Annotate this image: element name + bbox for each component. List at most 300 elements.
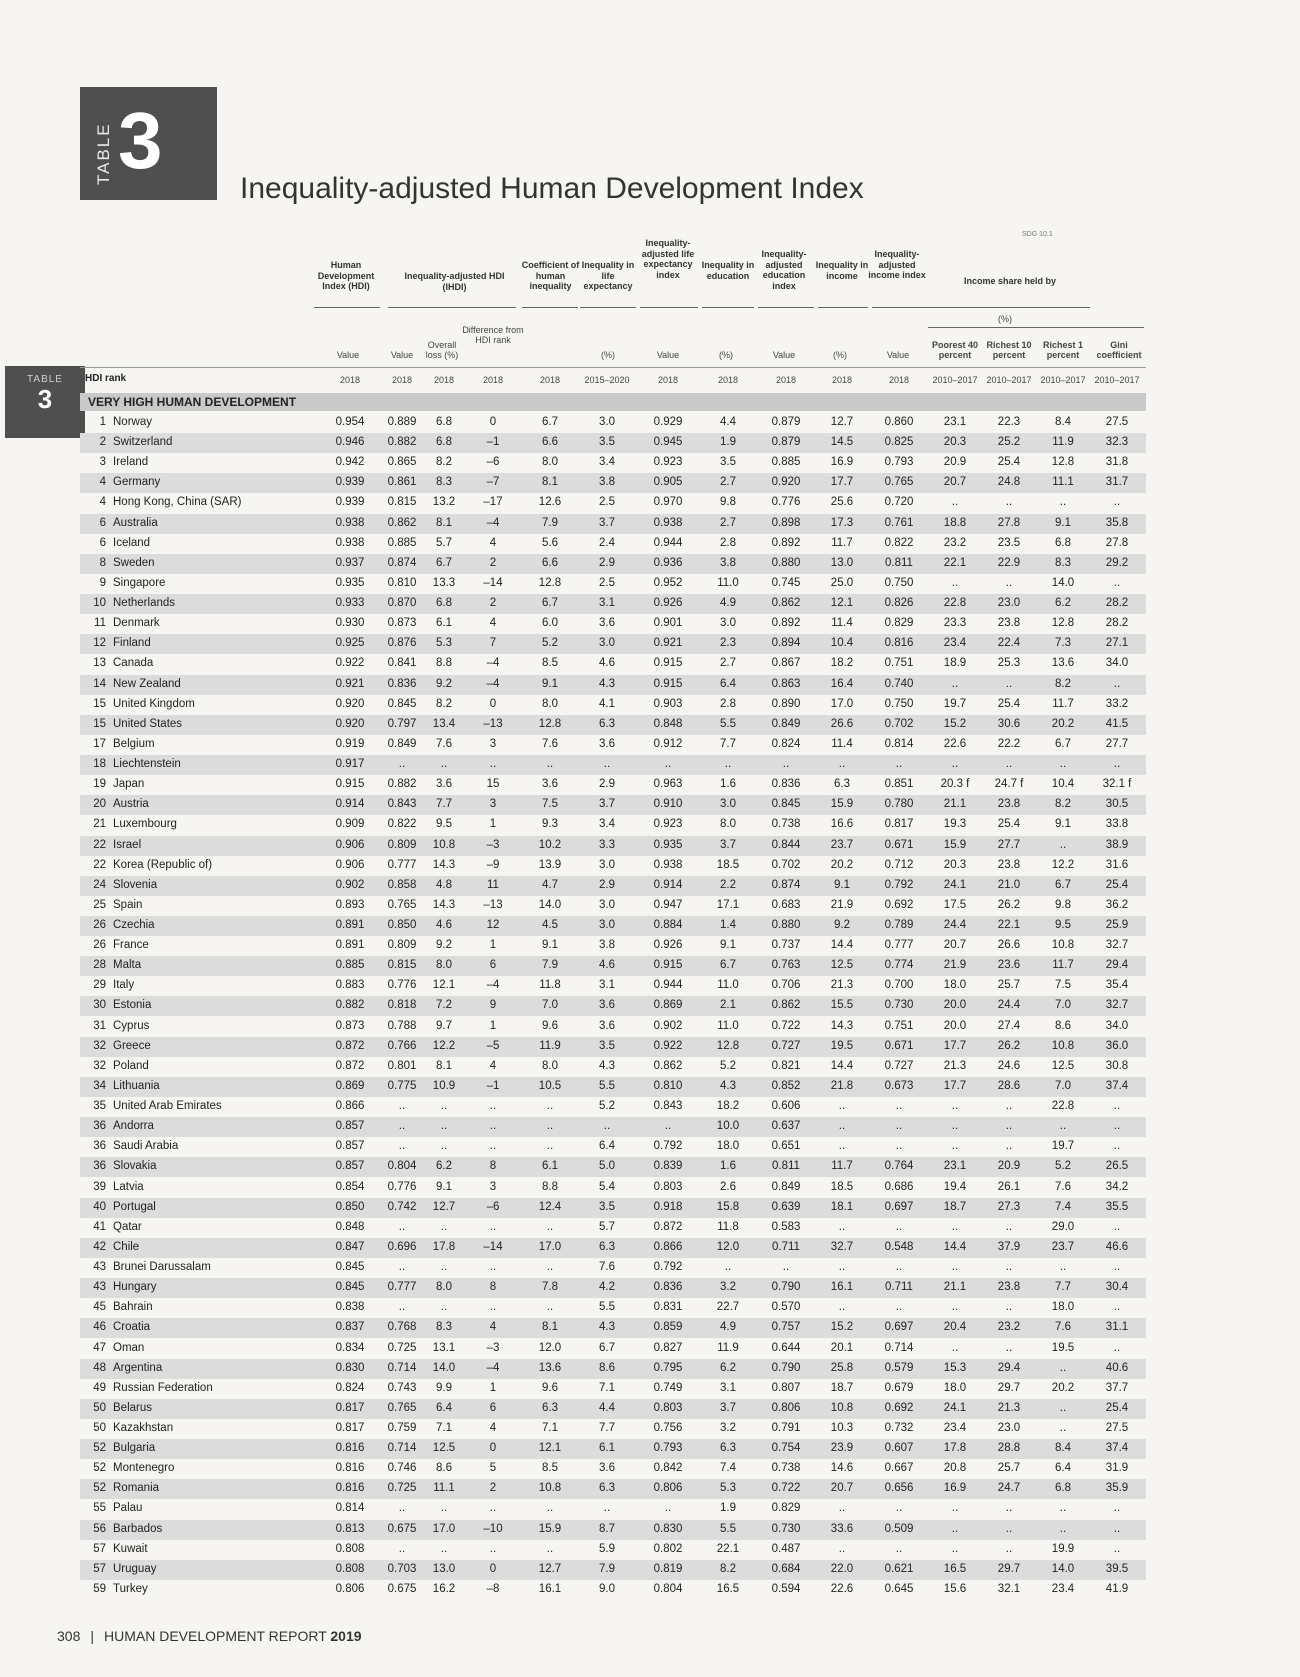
cell-ia-edu: 0.862	[771, 597, 801, 610]
cell-ia-edu: 0.806	[771, 1401, 801, 1414]
cell-ia-edu: 0.898	[771, 516, 801, 529]
rule-ia-life	[640, 307, 698, 308]
cell-ihdi: 0.777	[387, 858, 417, 871]
cell-ineq-life: 3.0	[599, 416, 615, 428]
cell-poorest40: 23.4	[943, 637, 967, 650]
cell-ineq-life: 3.8	[599, 476, 615, 489]
cell-ia-life: 0.922	[653, 1039, 683, 1052]
cell-diff: 0	[489, 416, 497, 428]
row-country: Andorra	[113, 1120, 154, 1133]
table-row	[80, 976, 1146, 996]
cell-hdi: 0.816	[335, 1462, 365, 1475]
cell-ineq-inc: 18.1	[830, 1200, 854, 1213]
cell-ia-life: 0.749	[653, 1381, 683, 1394]
cell-ihdi: 0.714	[387, 1442, 417, 1455]
cell-ia-inc: 0.750	[884, 697, 914, 710]
cell-poorest40: 24.1	[943, 878, 967, 891]
cell-gini: ..	[1113, 758, 1121, 771]
cell-loss: 9.2	[436, 939, 452, 952]
cell-ihdi: 0.765	[387, 1401, 417, 1414]
rule-coef	[522, 307, 578, 308]
row-country: Israel	[113, 838, 142, 851]
cell-gini: 31.6	[1105, 858, 1129, 871]
cell-hdi: 0.873	[335, 1019, 365, 1032]
cell-richest1: 11.7	[1052, 697, 1074, 710]
row-country: Poland	[113, 1059, 149, 1072]
cell-gini: 25.4	[1105, 878, 1129, 891]
cell-ineq-inc: 25.0	[830, 576, 854, 589]
cell-coef: 7.1	[542, 1422, 558, 1434]
cell-diff: –4	[486, 1361, 500, 1374]
cell-ineq-life: 3.5	[599, 1039, 615, 1052]
cell-gini: 35.8	[1105, 516, 1129, 529]
row-rank: 28	[93, 959, 106, 972]
cell-diff: –4	[486, 979, 500, 992]
year-ineq-inc: 2018	[831, 375, 853, 385]
header-ineq-edu: Inequality in education	[701, 260, 755, 281]
cell-poorest40: ..	[951, 1341, 959, 1354]
cell-ineq-edu: 8.0	[720, 818, 736, 831]
cell-coef: 8.5	[542, 657, 558, 670]
cell-richest1: 7.0	[1055, 1079, 1071, 1092]
cell-hdi: 0.937	[335, 556, 365, 569]
cell-richest10: 22.9	[997, 556, 1021, 569]
cell-ineq-edu: 12.0	[716, 1240, 740, 1253]
cell-hdi: 0.891	[335, 939, 365, 952]
row-rank: 59	[93, 1582, 106, 1595]
cell-hdi: 0.883	[335, 979, 365, 992]
cell-ia-inc: 0.720	[884, 496, 914, 509]
cell-ihdi: 0.885	[387, 536, 417, 549]
row-rank: 42	[93, 1240, 106, 1253]
cell-ia-edu: 0.845	[771, 798, 801, 811]
cell-gini: ..	[1113, 1301, 1121, 1314]
cell-ineq-edu: 11.0	[717, 1019, 739, 1032]
table-row	[80, 1298, 1146, 1318]
cell-ihdi: 0.836	[387, 677, 417, 690]
cell-ia-edu: 0.757	[771, 1321, 801, 1334]
sub-ia-life: Value	[656, 350, 680, 360]
cell-richest1: 9.1	[1055, 516, 1071, 529]
cell-loss: 12.1	[432, 979, 456, 992]
cell-richest10: 22.4	[997, 637, 1021, 650]
cell-ia-life: 0.938	[653, 516, 683, 529]
cell-diff: –14	[483, 1240, 503, 1253]
cell-coef: 6.7	[542, 597, 558, 610]
row-country: Hungary	[113, 1281, 157, 1294]
row-country: Chile	[113, 1240, 140, 1253]
cell-ineq-inc: 10.4	[830, 637, 854, 650]
cell-ineq-life: 4.3	[599, 677, 615, 690]
cell-loss: 17.8	[432, 1240, 456, 1253]
cell-ineq-inc: 23.9	[830, 1442, 854, 1455]
cell-hdi: 0.854	[335, 1180, 365, 1193]
cell-ia-inc: ..	[895, 1140, 903, 1153]
row-country: Saudi Arabia	[113, 1140, 179, 1153]
cell-coef: ..	[546, 1140, 554, 1153]
cell-ineq-edu: 12.8	[716, 1039, 740, 1052]
row-rank: 17	[93, 737, 106, 750]
cell-hdi: 0.921	[335, 677, 365, 690]
cell-hdi: 0.869	[335, 1079, 365, 1092]
cell-ineq-edu: 3.1	[720, 1381, 736, 1394]
cell-ineq-inc: ..	[838, 1261, 846, 1274]
cell-ia-life: 0.923	[653, 456, 683, 469]
cell-richest10: 27.8	[997, 516, 1021, 529]
cell-ineq-inc: 23.7	[830, 838, 854, 851]
sub-ineq-life: (%)	[601, 350, 615, 360]
table-row	[80, 433, 1146, 453]
cell-ineq-inc: 21.3	[830, 979, 854, 992]
cell-richest10: 29.7	[997, 1381, 1021, 1394]
cell-poorest40: 24.4	[943, 919, 967, 931]
table-row	[80, 775, 1146, 795]
cell-richest1: 19.5	[1051, 1341, 1075, 1354]
cell-richest10: ..	[1005, 1120, 1013, 1133]
cell-ihdi: 0.797	[387, 717, 417, 730]
cell-ineq-life: 7.9	[599, 1562, 615, 1575]
row-rank: 8	[99, 556, 106, 569]
row-rank: 47	[93, 1341, 106, 1354]
row-country: Lithuania	[113, 1079, 160, 1092]
cell-gini: 32.7	[1105, 939, 1129, 952]
cell-poorest40: 16.9	[943, 1482, 967, 1495]
cell-richest1: 23.7	[1051, 1240, 1075, 1253]
cell-richest10: 25.7	[997, 979, 1021, 992]
cell-ia-edu: 0.730	[771, 1522, 801, 1535]
cell-poorest40: ..	[951, 677, 959, 690]
cell-ia-edu: 0.745	[771, 576, 801, 589]
cell-hdi: 0.845	[335, 1281, 365, 1294]
cell-ineq-life: 3.1	[599, 597, 615, 610]
cell-ineq-inc: 6.3	[834, 778, 850, 791]
cell-gini: 34.0	[1105, 657, 1129, 670]
cell-ineq-inc: 12.1	[830, 597, 854, 610]
cell-ineq-inc: ..	[838, 1140, 846, 1153]
cell-richest1: 18.0	[1051, 1301, 1075, 1314]
cell-ia-life: 0.963	[653, 778, 683, 791]
cell-ia-inc: 0.780	[884, 798, 914, 811]
cell-ineq-inc: 10.8	[830, 1401, 854, 1414]
table-row	[80, 413, 1146, 433]
cell-poorest40: 16.5	[943, 1562, 967, 1575]
cell-ia-edu: 0.763	[771, 959, 801, 972]
cell-ihdi: ..	[398, 1502, 406, 1515]
row-country: Korea (Republic of)	[113, 858, 213, 871]
cell-richest1: 8.4	[1055, 1442, 1071, 1455]
cell-ia-inc: 0.789	[884, 919, 914, 931]
cell-richest10: 23.8	[997, 1281, 1021, 1294]
cell-diff: 2	[489, 1482, 497, 1495]
cell-richest10: 24.7 f	[994, 778, 1024, 791]
cell-ineq-inc: 17.7	[830, 476, 854, 489]
cell-coef: 7.5	[542, 798, 558, 811]
table-row	[80, 1318, 1146, 1338]
cell-ineq-life: 3.4	[599, 456, 615, 469]
row-country: Canada	[113, 657, 154, 670]
cell-hdi: 0.850	[335, 1200, 365, 1213]
cell-ineq-inc: 33.6	[830, 1522, 854, 1535]
side-table-tab	[5, 366, 85, 438]
cell-ia-inc: ..	[895, 1301, 903, 1314]
cell-ia-edu: 0.644	[771, 1341, 801, 1354]
cell-poorest40: 18.9	[943, 657, 967, 670]
cell-ia-inc: 0.751	[884, 1019, 914, 1032]
cell-gini: 41.5	[1105, 717, 1129, 730]
cell-ia-life: 0.918	[653, 1200, 683, 1213]
cell-ia-inc: 0.679	[884, 1381, 914, 1394]
cell-ineq-life: 3.6	[599, 999, 615, 1012]
cell-ia-edu: 0.867	[771, 657, 801, 670]
cell-ia-inc: 0.774	[884, 959, 914, 972]
cell-ia-inc: 0.740	[884, 677, 914, 690]
row-rank: 45	[93, 1301, 106, 1314]
cell-ia-life: 0.926	[653, 939, 683, 952]
cell-ia-inc: 0.751	[884, 657, 914, 670]
cell-ia-edu: 0.722	[771, 1019, 801, 1032]
rule-ineq-edu	[702, 307, 754, 308]
cell-loss: 7.6	[436, 737, 452, 750]
cell-diff: 8	[489, 1160, 497, 1173]
cell-gini: 41.9	[1105, 1582, 1129, 1595]
row-rank: 30	[93, 999, 106, 1012]
cell-coef: ..	[546, 758, 554, 771]
cell-loss: 8.0	[436, 1281, 452, 1294]
cell-ia-inc: 0.811	[885, 556, 913, 569]
cell-hdi: 0.906	[335, 858, 365, 871]
cell-richest1: 22.8	[1051, 1100, 1075, 1113]
sub-ia-edu: Value	[772, 350, 796, 360]
cell-loss: 6.2	[436, 1160, 452, 1173]
table-row	[80, 675, 1146, 695]
cell-hdi: 0.813	[335, 1522, 365, 1535]
cell-loss: 5.7	[436, 536, 452, 549]
cell-ia-inc: ..	[895, 1120, 903, 1133]
cell-richest1: ..	[1059, 758, 1067, 771]
cell-ia-life: 0.803	[653, 1401, 683, 1414]
table-row	[80, 1499, 1146, 1519]
cell-ia-edu: 0.706	[771, 979, 801, 992]
cell-richest1: 6.8	[1055, 536, 1071, 549]
cell-hdi: 0.837	[335, 1321, 365, 1334]
cell-poorest40: 15.9	[943, 838, 967, 851]
cell-gini: 25.9	[1105, 919, 1129, 931]
cell-diff: ..	[489, 1261, 497, 1274]
cell-ia-inc: 0.764	[884, 1160, 914, 1173]
table-row	[80, 856, 1146, 876]
cell-ia-life: 0.884	[653, 919, 683, 931]
year-ineq-life: 2015–2020	[584, 375, 630, 385]
cell-ia-edu: 0.821	[771, 1059, 801, 1072]
cell-richest10: ..	[1005, 1261, 1013, 1274]
cell-ia-inc: 0.777	[884, 939, 914, 952]
cell-ihdi: 0.743	[387, 1381, 417, 1394]
cell-ihdi: 0.841	[387, 657, 417, 670]
sub-richest-10: Richest 10 percent	[986, 340, 1032, 360]
table-row	[80, 916, 1146, 936]
cell-richest1: 6.7	[1055, 737, 1071, 750]
cell-loss: ..	[440, 1220, 448, 1233]
cell-gini: 37.7	[1105, 1381, 1129, 1394]
cell-hdi: 0.938	[335, 536, 365, 549]
cell-hdi: 0.915	[335, 778, 365, 791]
row-country: Turkey	[113, 1582, 148, 1595]
cell-richest1: ..	[1059, 1502, 1067, 1515]
cell-ineq-inc: ..	[838, 1100, 846, 1113]
cell-hdi: 0.882	[335, 999, 365, 1012]
row-rank: 32	[93, 1059, 106, 1072]
cell-hdi: 0.902	[335, 878, 365, 891]
cell-ihdi: 0.766	[387, 1039, 417, 1052]
cell-ia-life: 0.912	[653, 737, 683, 750]
header-ia-edu: Inequality-adjusted education index	[761, 249, 807, 291]
table-row	[80, 634, 1146, 654]
cell-richest1: 14.0	[1051, 576, 1075, 589]
year-richest10: 2010–2017	[986, 375, 1032, 385]
cell-ia-edu: 0.811	[772, 1160, 800, 1173]
cell-loss: 13.2	[432, 496, 456, 509]
cell-ihdi: 0.788	[387, 1019, 417, 1032]
row-country: Spain	[113, 898, 143, 911]
cell-richest1: 7.7	[1055, 1281, 1071, 1294]
cell-richest10: 23.8	[997, 858, 1021, 871]
cell-ia-life: 0.827	[653, 1341, 683, 1354]
page-title: Inequality-adjusted Human Development Index	[240, 172, 864, 205]
cell-gini: 31.9	[1105, 1462, 1129, 1475]
year-coef: 2018	[539, 375, 561, 385]
cell-ia-inc: ..	[895, 758, 903, 771]
cell-coef: 4.7	[542, 878, 558, 891]
cell-ia-edu: 0.790	[771, 1361, 801, 1374]
cell-ineq-inc: 15.5	[830, 999, 854, 1012]
cell-ineq-edu: 22.7	[716, 1301, 740, 1314]
cell-richest10: 25.4	[997, 456, 1021, 469]
cell-richest10: 26.1	[997, 1180, 1021, 1193]
cell-ia-inc: ..	[895, 1542, 903, 1555]
cell-ineq-life: 3.7	[599, 798, 615, 811]
cell-ia-inc: 0.829	[884, 617, 914, 630]
table-row	[80, 1117, 1146, 1137]
table-row	[80, 715, 1146, 735]
row-country: Bahrain	[113, 1301, 153, 1314]
rule-ineq-life	[580, 307, 636, 308]
header-hdi: Human Development Index (HDI)	[317, 260, 375, 291]
cell-gini: 38.9	[1105, 838, 1129, 851]
sub-overall-loss: Overall loss (%)	[425, 340, 459, 360]
cell-richest10: 25.4	[997, 818, 1021, 831]
cell-ia-inc: 0.645	[884, 1582, 914, 1595]
cell-ineq-inc: 15.2	[830, 1321, 854, 1334]
cell-hdi: 0.954	[335, 416, 365, 428]
table-row	[80, 1359, 1146, 1379]
cell-ineq-inc: 18.2	[830, 657, 854, 670]
table-row	[80, 836, 1146, 856]
cell-richest1: 10.4	[1051, 778, 1075, 791]
cell-diff: 1	[489, 1381, 497, 1394]
cell-ia-inc: 0.700	[884, 979, 914, 992]
cell-poorest40: 22.1	[943, 556, 967, 569]
cell-ihdi: 0.874	[387, 556, 417, 569]
cell-ihdi: 0.873	[387, 617, 417, 630]
cell-ihdi: ..	[398, 758, 406, 771]
cell-loss: 6.7	[436, 556, 452, 569]
cell-loss: 8.6	[436, 1462, 452, 1475]
table-row	[80, 1057, 1146, 1077]
cell-ineq-inc: 10.3	[830, 1422, 854, 1434]
cell-ihdi: 0.889	[387, 416, 417, 428]
table-row	[80, 1560, 1146, 1580]
side-tab-number: 3	[37, 384, 53, 414]
cell-ineq-inc: 25.6	[830, 496, 854, 509]
cell-gini: 32.7	[1105, 999, 1129, 1012]
cell-poorest40: 23.1	[943, 416, 967, 428]
cell-gini: ..	[1113, 1542, 1121, 1555]
cell-ia-inc: 0.816	[884, 637, 914, 650]
cell-richest1: 12.8	[1051, 617, 1075, 630]
cell-ineq-life: 7.7	[599, 1422, 615, 1434]
cell-ia-edu: 0.807	[771, 1381, 801, 1394]
cell-ia-life: 0.926	[653, 597, 683, 610]
cell-richest1: 8.6	[1055, 1019, 1071, 1032]
cell-ia-edu: ..	[782, 758, 790, 771]
side-tab-label: TABLE	[27, 374, 63, 385]
cell-ia-edu: 0.879	[771, 436, 801, 449]
cell-loss: 10.8	[432, 838, 456, 851]
cell-poorest40: 21.9	[943, 959, 967, 972]
cell-coef: 5.6	[542, 536, 558, 549]
cell-ihdi: 0.725	[387, 1341, 417, 1354]
cell-ineq-edu: 2.7	[720, 657, 736, 670]
cell-ia-inc: 0.621	[884, 1562, 914, 1575]
cell-hdi: 0.857	[335, 1120, 365, 1133]
row-rank: 13	[93, 657, 106, 670]
cell-ihdi: 0.809	[387, 939, 417, 952]
cell-richest1: 10.8	[1051, 939, 1075, 952]
cell-ineq-life: 3.3	[599, 838, 615, 851]
cell-loss: 13.0	[432, 1562, 456, 1575]
row-country: Norway	[113, 416, 152, 428]
cell-ineq-inc: 18.5	[830, 1180, 854, 1193]
cell-richest10: ..	[1005, 1542, 1013, 1555]
cell-ia-inc: ..	[895, 1261, 903, 1274]
cell-hdi: 0.939	[335, 496, 365, 509]
cell-ineq-inc: 9.2	[834, 919, 850, 931]
cell-ineq-life: 2.9	[599, 556, 615, 569]
cell-ineq-edu: 5.3	[720, 1482, 736, 1495]
year-ihdi: 2018	[391, 375, 413, 385]
cell-loss: 9.9	[436, 1381, 452, 1394]
cell-diff: 4	[489, 1059, 497, 1072]
cell-ia-inc: 0.673	[884, 1079, 914, 1092]
cell-ia-life: 0.915	[653, 959, 683, 972]
cell-ineq-inc: 32.7	[830, 1240, 854, 1253]
cell-ihdi: 0.675	[387, 1522, 417, 1535]
rule-income-sub	[928, 327, 1144, 328]
row-country: Qatar	[113, 1220, 142, 1233]
cell-richest1: 7.6	[1055, 1180, 1071, 1193]
year-ia-life: 2018	[657, 375, 679, 385]
cell-ia-edu: 0.594	[771, 1582, 801, 1595]
row-country: Luxembourg	[113, 818, 177, 831]
table-row	[80, 936, 1146, 956]
cell-ineq-inc: 11.7	[831, 1160, 853, 1173]
row-rank: 22	[93, 838, 106, 851]
cell-ineq-edu: 1.9	[720, 1502, 736, 1515]
row-country: Cyprus	[113, 1019, 150, 1032]
cell-ia-edu: 0.844	[771, 838, 801, 851]
cell-richest10: 29.7	[997, 1562, 1021, 1575]
row-rank: 11	[94, 617, 106, 630]
